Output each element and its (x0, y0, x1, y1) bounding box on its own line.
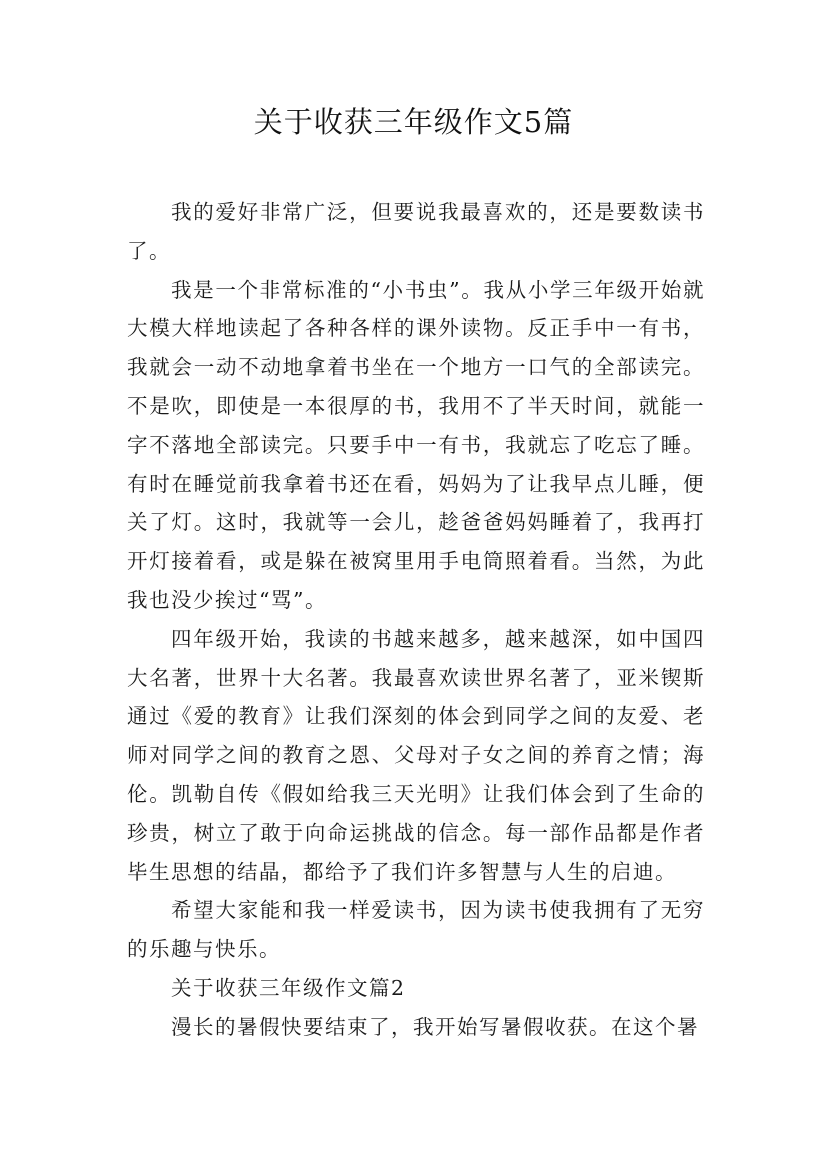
paragraph-4: 希望大家能和我一样爱读书，因为读书使我拥有了无穷的乐趣与快乐。 (127, 898, 705, 962)
document-body (127, 193, 705, 1047)
paragraph-1: 我的爱好非常广泛，但要说我最喜欢的，还是要数读书了。 (127, 200, 705, 263)
paragraph-5: 漫长的暑假快要结束了，我开始写暑假收获。在这个暑 (171, 1014, 699, 1039)
section-heading-2: 关于收获三年级作文篇2 (171, 975, 406, 1000)
paragraph-3: 四年级开始，我读的书越来越多，越来越深，如中国四大名著，世界十大名著。我最喜欢读世界名著了，亚米锲斯通过《爱的教育》让我们深刻的体会到同学之间的友爱、老师对同学之间的教育之恩、父母对子女之间的养育之情；海伦。凯勒自传《假如给我三天光明》让我们体会到了生命的珍贵，树立了敢于向命运挑战的信念。每一部作品都是作者毕生思想的结晶，都给予了我们许多智慧与人生的启迪。 (127, 626, 705, 884)
paragraph-2: 我是一个非常标准的“小书虫”。我从小学三年级开始就大模大样地读起了各种各样的课外读物。反正手中一有书，我就会一动不动地拿着书坐在一个地方一口气的全部读完。不是吹，即使是一本很厚的书，我用不了半天时间，就能一字不落地全部读完。只要手中一有书，我就忘了吃忘了睡。有时在睡觉前我拿着书还在看，妈妈为了让我早点儿睡，便关了灯。这时，我就等一会儿，趁爸爸妈妈睡着了，我再打开灯接着看，或是躲在被窝里用手电筒照着看。当然，为此我也没少挨过“骂”。 (127, 277, 705, 612)
document-title: 关于收获三年级作文5篇 (253, 105, 574, 139)
